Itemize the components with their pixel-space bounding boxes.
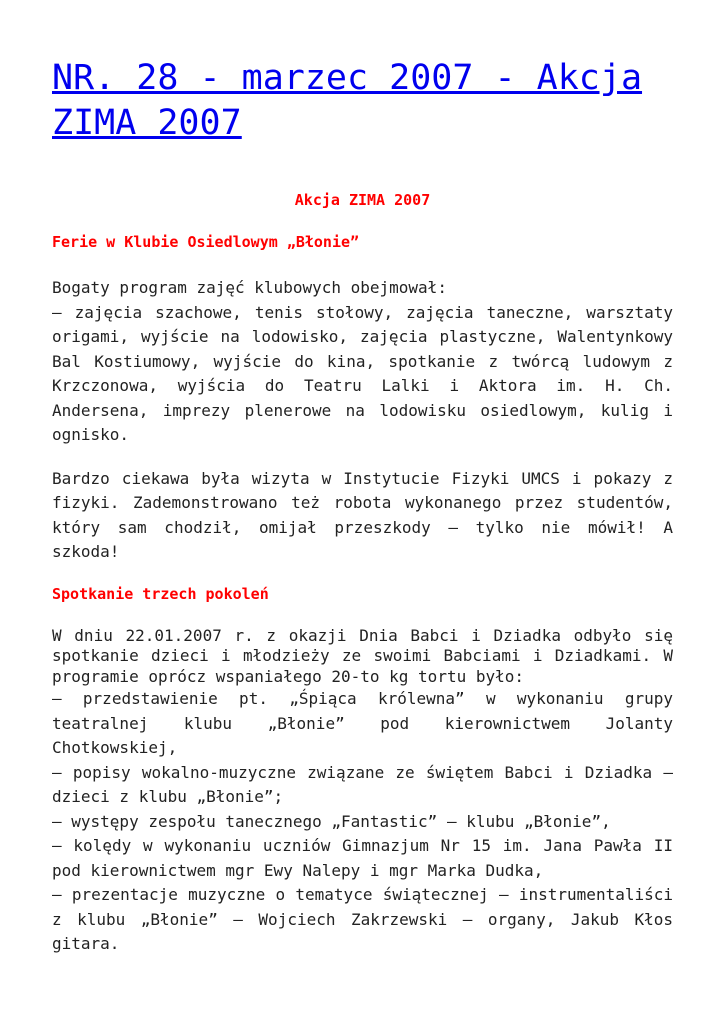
paragraph-visit: Bardzo ciekawa była wizyta w Instytucie Fizyki UMCS i pokazy z fizyki. Zademonstrowano też robota wykonanego przez studentów, który sam chodził, omijał przeszkody – tylko nie mówił! A szkoda!	[52, 468, 673, 561]
section-heading-spotkanie: Spotkanie trzech pokoleń	[52, 584, 269, 603]
list-item: – prezentacje muzyczne o tematyce świątecznej – instrumentaliści z klubu „Błonie” – Wojciech Zakrzewski – organy, Jakub Kłos gitara.	[52, 885, 673, 953]
center-heading: Akcja ZIMA 2007	[294, 191, 431, 209]
paragraph-program-intro: Bogaty program zajęć klubowych obejmował:	[52, 278, 447, 297]
section-heading-ferie: Ferie w Klubie Osiedlowym „Błonie”	[52, 233, 360, 251]
list-item: – przedstawienie pt. „Śpiąca królewna” w wykonaniu grupy teatralnej klubu „Błonie” pod kierownictwem Jolanty Chotkowskiej,	[52, 689, 673, 757]
paragraph-program-list: – zajęcia szachowe, tenis stołowy, zajęcia taneczne, warsztaty origami, wyjście na lodowisko, zajęcia plastyczne, Walentynkowy Bal Kostiumowy, wyjście do kina, spotkanie z twórcą ludowym z Krzczonowa, wyjścia do Teatru Lalki i Aktora im. H. Ch. Andersena, imprezy plenerowe na lodowisku osiedlowym, kulig i ognisko.	[52, 302, 673, 444]
list-item: – kolędy w wykonaniu uczniów Gimnazjum Nr 15 im. Jana Pawła II pod kierownictwem mgr Ewy Nalepy i mgr Marka Dudka,	[52, 836, 673, 880]
article	[52, 56, 673, 957]
list-item: – występy zespołu tanecznego „Fantastic” – klubu „Błonie”,	[52, 811, 611, 831]
list-item: – popisy wokalno-muzyczne związane ze świętem Babci i Dziadka – dzieci z klubu „Błonie”;	[52, 762, 673, 806]
paragraph-program	[52, 276, 673, 448]
article-title-link[interactable]: NR. 28 - marzec 2007 - Akcja ZIMA 2007	[52, 58, 643, 143]
program-list	[52, 687, 673, 957]
article-title	[52, 56, 673, 146]
paragraph-spotkanie-intro: W dniu 22.01.2007 r. z okazji Dnia Babci i Dziadka odbyło się spotkanie dzieci i młodzieży ze swoimi Babciami i Dziadkami. W programie oprócz wspaniałego 20-to kg tortu było:	[52, 625, 673, 686]
